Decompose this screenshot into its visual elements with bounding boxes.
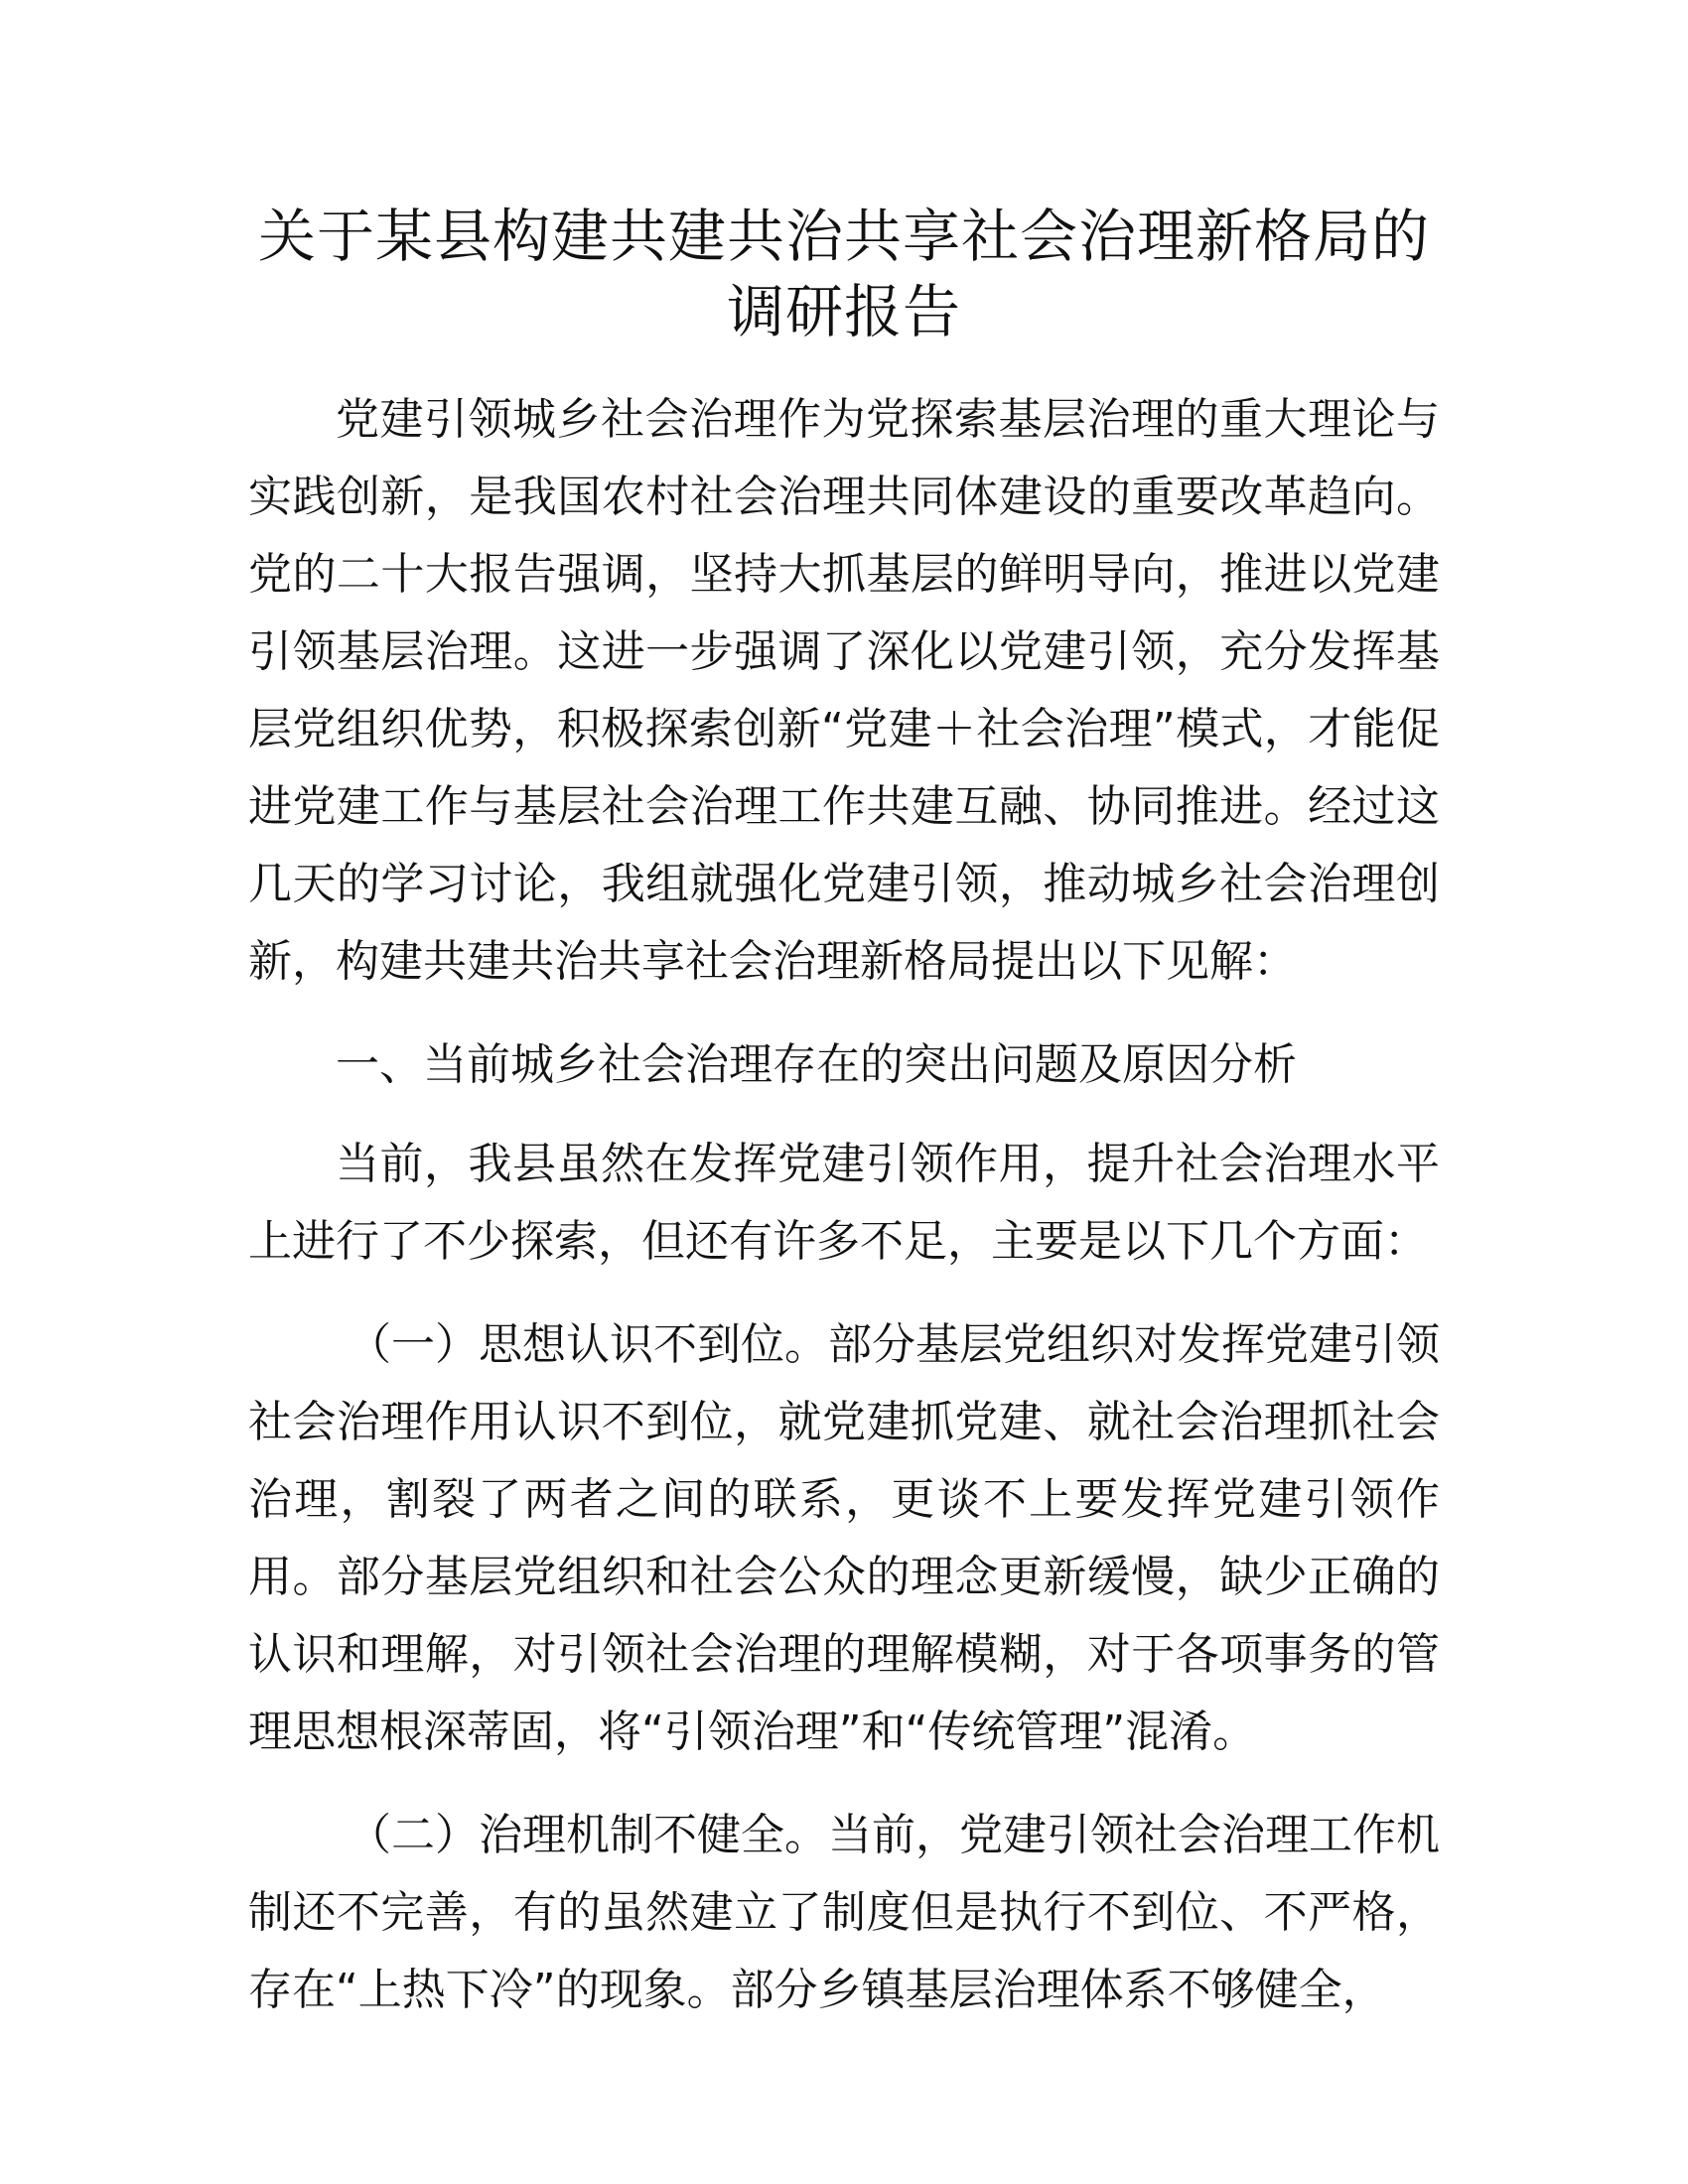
document-body — [248, 381, 1440, 2029]
section-paragraph: 当前，我县虽然在发挥党建引领作用，提升社会治理水平上进行了不少探索，但还有许多不足，主要是以下几个方面： — [248, 1139, 1440, 1267]
intro-paragraph: 党建引领城乡社会治理作为党探索基层治理的重大理论与实践创新，是我国农村社会治理共同体建设的重要改革趋向。党的二十大报告强调，坚持大抓基层的鲜明导向，推进以党建引领基层治理。这进一步强调了深化以党建引领，充分发挥基层党组织优势，积极探索创新“党建＋社会治理”模式，才能促进党建工作与基层社会治理工作共建互融、协同推进。经过这几天的学习讨论，我组就强化党建引领，推动城乡社会治理创新，构建共建共治共享社会治理新格局提出以下见解： — [248, 394, 1440, 987]
document-title — [248, 199, 1440, 349]
title-line-1: 关于某县构建共建共治共享社会治理新格局的 — [257, 203, 1430, 270]
document-page — [248, 199, 1440, 2055]
section-heading-1: 一、当前城乡社会治理存在的突出问题及原因分析 — [336, 1039, 1297, 1090]
subsection-paragraph-1: （一）思想认识不到位。部分基层党组织对发挥党建引领社会治理作用认识不到位，就党建抓党建、就社会治理抓社会治理，割裂了两者之间的联系，更谈不上要发挥党建引领作用。部分基层党组织和社会公众的理念更新缓慢，缺少正确的认识和理解，对引领社会治理的理解模糊，对于各项事务的管理思想根深蒂固，将“引领治理”和“传统管理”混淆。 — [248, 1319, 1440, 1757]
title-line-2: 调研报告 — [726, 278, 961, 345]
subsection-paragraph-2: （二）治理机制不健全。当前，党建引领社会治理工作机制还不完善，有的虽然建立了制度但是执行不到位、不严格，存在“上热下冷”的现象。部分乡镇基层治理体系不够健全， — [248, 1810, 1440, 2015]
